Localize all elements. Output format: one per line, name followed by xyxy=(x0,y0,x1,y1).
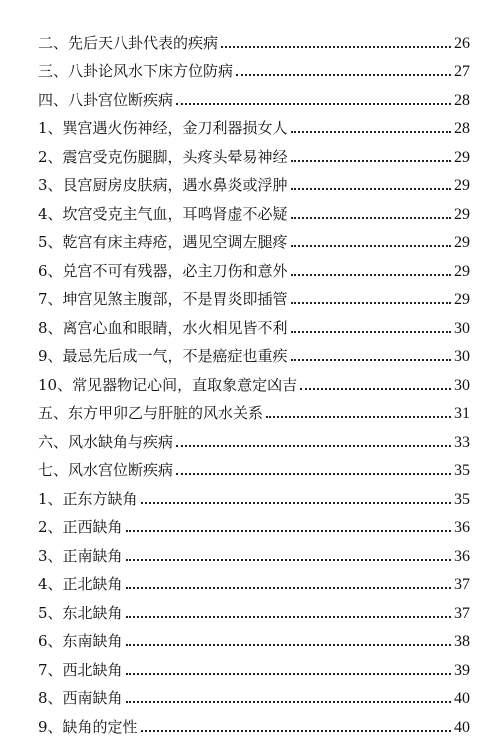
toc-entry-title: 1、正东方缺角 xyxy=(38,489,138,508)
toc-entry xyxy=(38,399,470,428)
toc-entry-title: 2、震宫受克伤腿脚，头疼头晕易神经 xyxy=(38,147,288,166)
toc-entry-page-number: 40 xyxy=(454,718,470,736)
dot-leader xyxy=(291,245,451,247)
toc-entry xyxy=(38,570,470,599)
toc-entry-page-number: 29 xyxy=(454,148,470,166)
toc-entry xyxy=(38,142,470,171)
dot-leader xyxy=(176,473,451,475)
toc-entry-title: 9、缺角的定性 xyxy=(38,717,138,736)
toc-entry-page-number: 37 xyxy=(454,576,470,593)
dot-leader xyxy=(221,46,451,48)
toc-entry xyxy=(38,256,470,285)
toc-entry-page-number: 28 xyxy=(454,120,470,137)
toc-entry-title: 7、西北缺角 xyxy=(38,660,123,679)
dot-leader xyxy=(291,217,451,219)
toc-entry xyxy=(38,228,470,257)
dot-leader xyxy=(300,388,451,390)
dot-leader xyxy=(236,74,451,76)
dot-leader xyxy=(291,188,451,190)
toc-entry xyxy=(38,171,470,200)
table-of-contents xyxy=(38,28,470,741)
toc-entry xyxy=(38,513,470,542)
dot-leader xyxy=(291,274,451,276)
toc-entry-page-number: 30 xyxy=(454,348,470,365)
toc-entry-page-number: 38 xyxy=(454,633,470,650)
toc-entry-page-number: 39 xyxy=(454,661,470,679)
toc-entry xyxy=(38,114,470,143)
toc-entry-title: 10、常见器物记心间，直取象意定凶吉 xyxy=(38,375,298,394)
toc-entry xyxy=(38,285,470,314)
toc-entry-page-number: 36 xyxy=(454,519,470,536)
toc-entry xyxy=(38,541,470,570)
toc-entry-page-number: 37 xyxy=(454,604,470,622)
dot-leader xyxy=(126,701,451,703)
dot-leader xyxy=(126,673,451,675)
toc-entry-title: 三、八卦论风水下床方位防病 xyxy=(38,62,234,80)
toc-entry-title: 8、离宫心血和眼睛，水火相见皆不利 xyxy=(38,318,288,337)
toc-entry-page-number: 35 xyxy=(454,462,470,479)
dot-leader xyxy=(141,730,451,732)
toc-entry xyxy=(38,28,470,57)
dot-leader xyxy=(126,587,451,589)
toc-entry-title: 5、乾宫有床主痔疮，遇见空调左腿疼 xyxy=(38,233,288,251)
toc-entry-title: 四、八卦宫位断疾病 xyxy=(38,90,174,109)
toc-entry-title: 5、东北缺角 xyxy=(38,603,123,622)
dot-leader xyxy=(141,502,451,504)
dot-leader xyxy=(126,530,451,532)
toc-entry-title: 2、正西缺角 xyxy=(38,518,123,536)
toc-entry-title: 1、巽宫遇火伤神经，金刀利器损女人 xyxy=(38,119,288,137)
toc-entry xyxy=(38,199,470,228)
toc-entry-page-number: 27 xyxy=(454,63,470,80)
toc-entry-page-number: 30 xyxy=(454,319,470,337)
toc-entry-page-number: 33 xyxy=(454,433,470,451)
toc-entry-title: 8、西南缺角 xyxy=(38,689,123,707)
toc-entry-title: 6、东南缺角 xyxy=(38,632,123,650)
toc-entry xyxy=(38,484,470,513)
toc-entry xyxy=(38,655,470,684)
dot-leader xyxy=(176,103,451,105)
toc-entry xyxy=(38,85,470,114)
toc-entry xyxy=(38,627,470,656)
toc-entry-page-number: 26 xyxy=(454,34,470,52)
toc-entry-page-number: 29 xyxy=(454,234,470,251)
dot-leader xyxy=(126,616,451,618)
toc-entry-page-number: 31 xyxy=(454,405,470,422)
toc-entry xyxy=(38,598,470,627)
toc-entry-title: 4、坎宫受克主气血，耳鸣肾虚不必疑 xyxy=(38,204,288,223)
toc-entry-title: 3、艮宫厨房皮肤病，遇水鼻炎或浮肿 xyxy=(38,176,288,194)
toc-entry xyxy=(38,684,470,713)
toc-entry-title: 六、风水缺角与疾病 xyxy=(38,432,174,451)
toc-entry-page-number: 35 xyxy=(454,490,470,508)
toc-entry-title: 7、坤宫见煞主腹部，不是胃炎即插管 xyxy=(38,290,288,308)
toc-entry-page-number: 28 xyxy=(454,91,470,109)
toc-entry xyxy=(38,370,470,399)
dot-leader xyxy=(291,331,451,333)
toc-entry xyxy=(38,57,470,86)
toc-entry-page-number: 29 xyxy=(454,262,470,280)
toc-entry xyxy=(38,342,470,371)
toc-entry-page-number: 36 xyxy=(454,547,470,565)
toc-entry xyxy=(38,313,470,342)
dot-leader xyxy=(126,644,451,646)
dot-leader xyxy=(291,160,451,162)
toc-entry-page-number: 29 xyxy=(454,291,470,308)
toc-entry xyxy=(38,712,470,741)
toc-entry xyxy=(38,456,470,485)
toc-entry-page-number: 40 xyxy=(454,690,470,707)
dot-leader xyxy=(266,416,451,418)
toc-entry-title: 3、正南缺角 xyxy=(38,546,123,565)
toc-entry-title: 6、兑宫不可有残器，必主刀伤和意外 xyxy=(38,261,288,280)
dot-leader xyxy=(291,302,451,304)
dot-leader xyxy=(126,559,451,561)
toc-entry-page-number: 30 xyxy=(454,376,470,394)
toc-entry-title: 9、最忌先后成一气，不是癌症也重疾 xyxy=(38,347,288,365)
toc-entry-title: 五、东方甲卯乙与肝脏的风水关系 xyxy=(38,404,264,422)
toc-entry-title: 4、正北缺角 xyxy=(38,575,123,593)
toc-entry-title: 七、风水宫位断疾病 xyxy=(38,461,174,479)
dot-leader xyxy=(291,359,451,361)
toc-entry-page-number: 29 xyxy=(454,177,470,194)
dot-leader xyxy=(176,445,451,447)
dot-leader xyxy=(291,131,451,133)
toc-entry-page-number: 29 xyxy=(454,205,470,223)
toc-entry xyxy=(38,427,470,456)
toc-entry-title: 二、先后天八卦代表的疾病 xyxy=(38,33,219,52)
